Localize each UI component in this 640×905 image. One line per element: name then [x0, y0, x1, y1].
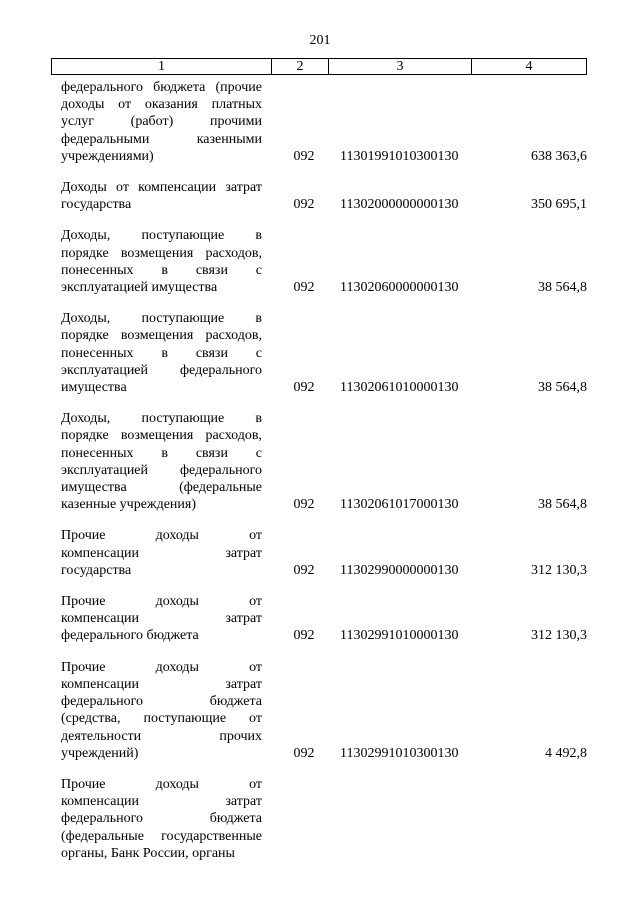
- description-line: казенные учреждения): [61, 497, 197, 513]
- description-line: компенсации затрат: [61, 794, 262, 810]
- description-line: услуг (работ) прочими: [61, 114, 262, 130]
- row-amount: 4 492,8: [545, 745, 587, 761]
- row-amount: 38 564,8: [538, 380, 587, 396]
- row-admin-code: 092: [293, 745, 315, 761]
- description-line: федерального бюджета: [61, 811, 262, 827]
- description-line: Прочие доходы от: [61, 594, 262, 610]
- description-line: Доходы, поступающие в: [61, 311, 262, 327]
- table-row: [61, 79, 587, 165]
- header-col-3: 3: [329, 59, 472, 74]
- table-row: [61, 776, 587, 862]
- description-line: Прочие доходы от: [61, 776, 262, 792]
- row-classification-code: 11301991010300130: [340, 148, 459, 164]
- description-line: порядке возмещения расходов,: [61, 428, 262, 444]
- description-line: компенсации затрат: [61, 676, 262, 692]
- description-line: Прочие доходы от: [61, 659, 262, 675]
- description-line: Прочие доходы от: [61, 528, 262, 544]
- description-line: учреждений): [61, 745, 139, 761]
- row-classification-code: 11302991010300130: [340, 745, 459, 761]
- description-line: федеральными казенными: [61, 131, 262, 147]
- description-line: органы, Банк России, органы: [61, 845, 235, 861]
- description-line: Доходы от компенсации затрат: [61, 180, 262, 196]
- row-admin-code: 092: [293, 497, 315, 513]
- row-description: [61, 527, 262, 579]
- page-number: 201: [309, 33, 331, 48]
- description-line: понесенных в связи с: [61, 345, 262, 361]
- description-line: федерального бюджета: [61, 694, 262, 710]
- row-description: [61, 227, 262, 296]
- row-amount: 38 564,8: [538, 280, 587, 296]
- description-line: порядке возмещения расходов,: [61, 328, 262, 344]
- description-line: доходы от оказания платных: [61, 97, 262, 113]
- row-description: [61, 659, 262, 762]
- row-classification-code: 11302990000000130: [340, 562, 459, 578]
- description-line: федерального бюджета: [61, 628, 199, 644]
- description-line: (федеральные государственные: [61, 828, 262, 844]
- header-col-4: 4: [525, 59, 533, 74]
- row-classification-code: 11302991010000130: [340, 628, 459, 644]
- description-line: (средства, поступающие от: [61, 711, 262, 727]
- row-amount: 638 363,6: [531, 148, 587, 164]
- row-description: [61, 310, 262, 396]
- row-admin-code: 092: [293, 280, 315, 296]
- row-admin-code: 092: [293, 628, 315, 644]
- description-line: федерального бюджета (прочие: [61, 80, 262, 95]
- description-line: деятельности прочих: [61, 728, 262, 744]
- row-description: [61, 79, 262, 165]
- table-body: [61, 79, 587, 876]
- row-amount: 312 130,3: [531, 628, 587, 644]
- table-row: [61, 179, 587, 213]
- row-description: [61, 410, 262, 513]
- row-classification-code: 11302000000000130: [340, 197, 459, 213]
- description-line: порядке возмещения расходов,: [61, 245, 262, 261]
- row-description: [61, 593, 262, 645]
- header-col-1: 1: [52, 59, 272, 74]
- row-amount: 350 695,1: [531, 197, 587, 213]
- row-amount: 312 130,3: [531, 562, 587, 578]
- table-row: [61, 593, 587, 645]
- row-admin-code: 092: [293, 562, 315, 578]
- description-line: имущества: [61, 380, 127, 396]
- row-classification-code: 11302061017000130: [340, 497, 459, 513]
- description-line: понесенных в связи с: [61, 262, 262, 278]
- description-line: государства: [61, 562, 132, 578]
- row-description: [61, 179, 262, 213]
- description-line: эксплуатацией имущества: [61, 280, 218, 296]
- table-header: [51, 58, 587, 75]
- description-line: государства: [61, 197, 132, 213]
- description-line: эксплуатацией федерального: [61, 362, 262, 378]
- description-line: компенсации затрат: [61, 545, 262, 561]
- row-admin-code: 092: [293, 148, 315, 164]
- table-row: [61, 310, 587, 396]
- description-line: Доходы, поступающие в: [61, 411, 262, 427]
- description-line: компенсации затрат: [61, 611, 262, 627]
- row-admin-code: 092: [293, 380, 315, 396]
- header-col-2: 2: [272, 59, 329, 74]
- description-line: эксплуатацией федерального: [61, 462, 262, 478]
- table-row: [61, 659, 587, 762]
- table-row: [61, 410, 587, 513]
- row-admin-code: 092: [293, 197, 315, 213]
- table-row: [61, 527, 587, 579]
- table-row: [61, 227, 587, 296]
- description-line: имущества (федеральные: [61, 480, 262, 496]
- row-classification-code: 11302061010000130: [340, 380, 459, 396]
- description-line: учреждениями): [61, 148, 154, 164]
- row-description: [61, 776, 262, 862]
- description-line: Доходы, поступающие в: [61, 228, 262, 244]
- description-line: понесенных в связи с: [61, 445, 262, 461]
- row-classification-code: 11302060000000130: [340, 280, 459, 296]
- row-amount: 38 564,8: [538, 497, 587, 513]
